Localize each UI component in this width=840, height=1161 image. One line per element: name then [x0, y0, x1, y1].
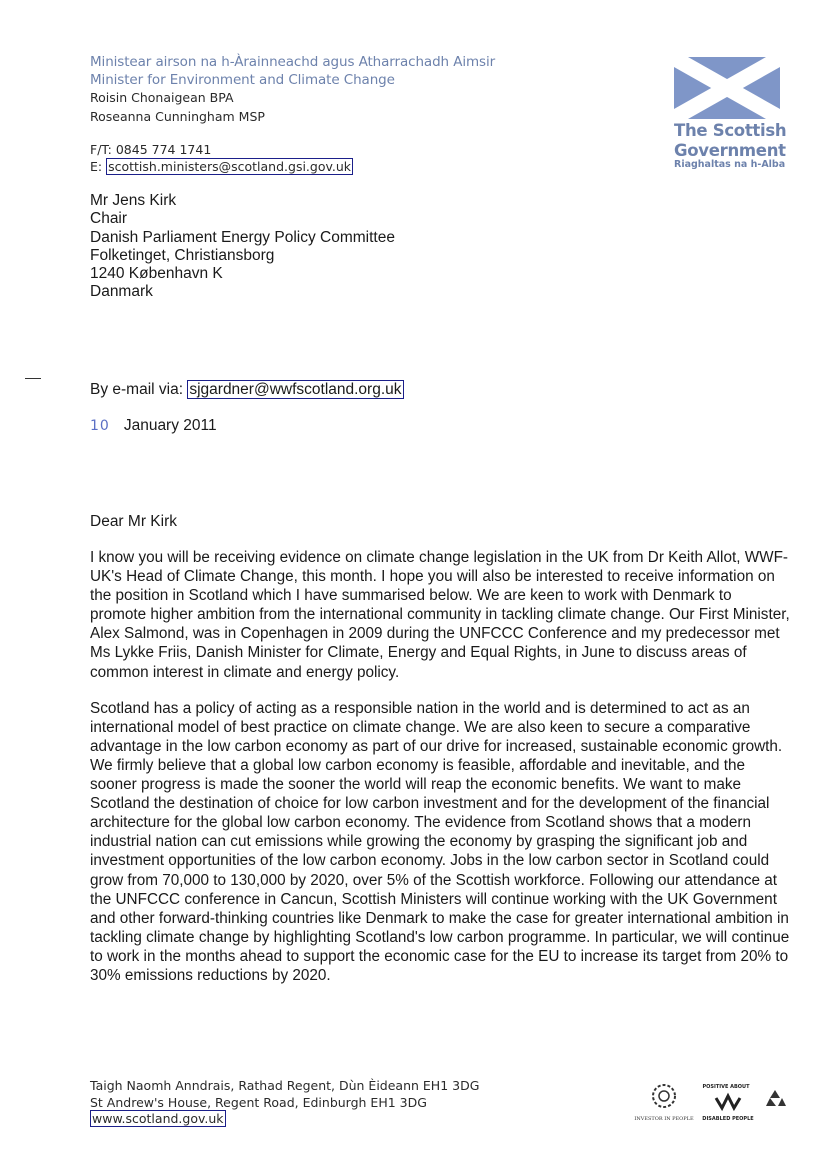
saltire-flag-icon: [674, 57, 780, 119]
minister-name-gaelic: Roisin Chonaigean BPA: [90, 90, 234, 105]
letter-date: [90, 416, 217, 436]
via-label: By e-mail via:: [90, 381, 188, 398]
body-paragraph: I know you will be receiving evidence on climate change legislation in the UK from Dr Keith Allot, WWF-UK's Head of Climate Change, this month. I hope you will also be interested to receive information on the position in Scotland which I have summarised below. We are keen to work with Denmark to promote higher ambition from the international community in tackling climate change. Our First Minister, Alex Salmond, was in Copenhagen in 2009 during the UNFCCC Conference and my predecessor met Ms Lykke Friis, Danish Minister for Climate, Energy and Equal Rights, in June to discuss areas of common interest in climate and energy policy.: [90, 549, 790, 681]
contact-details: [90, 142, 353, 175]
footer-address-gaelic: Taigh Naomh Anndrais, Rathad Regent, Dùn Èideann EH1 3DG: [90, 1078, 480, 1093]
recipient-address: [90, 192, 395, 302]
footer-address: [90, 1078, 479, 1128]
phone-number: F/T: 0845 774 1741: [90, 142, 212, 157]
investor-in-people-icon: [634, 1085, 694, 1122]
minister-name-english: Roseanna Cunningham MSP: [90, 108, 265, 124]
footer-badges: [630, 1076, 790, 1126]
minister-title-gaelic: Ministear airson na h-Àrainneachd agus Atharrachadh Aimsir: [90, 54, 496, 70]
footer-address-english: St Andrew's House, Regent Road, Edinburgh EH1 3DG: [90, 1094, 427, 1110]
via-email-line: [90, 380, 404, 400]
salutation: Dear Mr Kirk: [90, 513, 177, 530]
recipient-line: Folketinget, Christiansborg: [90, 246, 275, 264]
email-label: E:: [90, 158, 107, 174]
handwritten-day: 10: [90, 418, 110, 434]
date-month-year: January 2011: [123, 417, 217, 434]
disabled-people-badge-icon: [702, 1084, 754, 1122]
letterhead: [90, 53, 530, 126]
via-email-link[interactable]: sjgardner@wwfscotland.org.uk: [189, 381, 402, 398]
recipient-line: Chair: [90, 210, 128, 228]
scottish-government-logo: [674, 57, 787, 171]
letter-body: [90, 548, 790, 1002]
email-row: [90, 159, 353, 176]
recipient-line: Danmark: [90, 283, 153, 301]
fold-mark: [25, 378, 41, 379]
body-paragraph: Scotland has a policy of acting as a responsible nation in the world and is determined to act as an international model of best practice on climate change. We are also keen to secure a comparative advantage in the low carbon economy as part of our drive for increased, sustainable economic growth. We firmly believe that a global low carbon economy is feasible, affordable and inevitable, and the sooner progress is made the sooner the world will reap the economic benefits. We want to make Scotland the destination of choice for low carbon investment and for the development of the financial architecture for the global low carbon economy. The evidence from Scotland shows that a modern industrial nation can cut emissions while growing the economy by grasping the significant job and investment opportunities of the low carbon economy. Jobs in the low carbon sector in Scotland could grow from 70,000 to 130,000 by 2020, over 5% of the Scottish workforce. Following our attendance at the UNFCCC conference in Cancun, Scottish Ministers will continue working with the UK Government and other forward-thinking countries like Denmark to make the case for greater international ambition in tackling climate change by highlighting Scotland's low carbon programme. In particular, we will continue to work in the months ahead to support the economic case for the EU to increase its target from 20% to 30% emissions reductions by 2020.: [90, 699, 790, 984]
logo-text-gaelic: Riaghaltas na h-Alba: [674, 159, 786, 170]
website-link[interactable]: www.scotland.gov.uk: [92, 1111, 224, 1126]
recipient-line: Danish Parliament Energy Policy Committee: [90, 228, 395, 246]
iip-text: INVESTOR IN PEOPLE: [634, 1116, 694, 1122]
minister-title-english: Minister for Environment and Climate Change: [90, 72, 395, 88]
badge-bottom-text: DISABLED PEOPLE: [702, 1116, 754, 1122]
recipient-line: 1240 København K: [90, 265, 223, 283]
badge-top-text: POSITIVE ABOUT: [702, 1084, 750, 1090]
ministers-email-link[interactable]: scottish.ministers@scotland.gsi.gov.uk: [108, 158, 352, 174]
recipient-line: Mr Jens Kirk: [90, 192, 177, 209]
logo-text-line1: The Scottish: [674, 121, 787, 140]
logo-text-line2: Government: [674, 141, 786, 160]
recycle-icon: [766, 1090, 786, 1106]
